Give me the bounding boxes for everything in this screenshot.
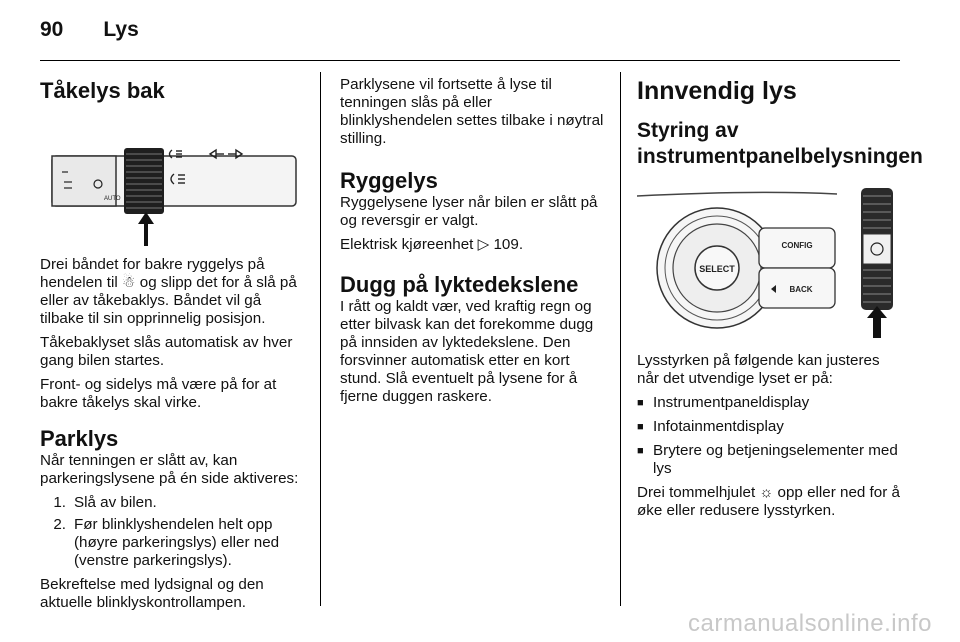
pointer-arrow — [138, 212, 154, 246]
heading-rear-fog: Tåkelys bak — [40, 78, 165, 103]
list-item — [637, 442, 901, 478]
section-title: Lys — [103, 18, 139, 41]
list-item — [40, 494, 304, 512]
bullet-list — [637, 394, 901, 478]
page-header — [40, 18, 139, 48]
list-item — [637, 418, 901, 436]
header-rule — [40, 60, 900, 61]
column-3 — [637, 72, 923, 526]
auto-label: AUTO — [104, 196, 121, 202]
back-label: BACK — [789, 285, 813, 294]
paragraph: Lysstyrken på følgende kan justeres når det utvendige lyset er på: — [637, 352, 880, 387]
page-number: 90 — [40, 18, 64, 41]
heading-reverse: Ryggelys — [340, 168, 438, 193]
list-item — [637, 394, 901, 412]
list-text: Brytere og betjeningselementer med lys — [653, 442, 898, 477]
bullet-icon: ■ — [637, 421, 644, 433]
column-divider — [620, 72, 621, 606]
paragraph: Front- og sidelys må være på for at bakre tåkelys skal virke. — [40, 376, 277, 411]
paragraph: Drei tommelhjulet ☼ opp eller ned for å øke eller redusere lysstyrken. — [637, 484, 900, 519]
numbered-list — [40, 494, 304, 570]
list-text: Infotainmentdisplay — [653, 418, 784, 435]
paragraph: Drei båndet for bakre ryggelys på hendelen til ☃ og slipp det for å slå på eller av tåkebaklys. Båndet vil gå tilbake til sin opprinnelig posisjon. — [40, 256, 297, 327]
bullet-icon: ■ — [637, 445, 644, 457]
watermark: carmanualsonline.info — [688, 610, 932, 637]
control-panel-illustration — [637, 182, 901, 340]
paragraph: Parklysene vil fortsette å lyse til tenningen slås på eller blinklyshendelen settes tilbake i nøytral stilling. — [340, 76, 604, 147]
select-label: SELECT — [699, 264, 735, 274]
bullet-icon: ■ — [637, 397, 644, 409]
heading-parking: Parklys — [40, 426, 119, 451]
paragraph: Bekreftelse med lydsignal og den aktuelle blinklyskontrollampen. — [40, 576, 264, 611]
list-text: Før blinklyshendelen helt opp (høyre parkeringslys) eller ned (venstre parkeringslys). — [74, 516, 280, 569]
list-item — [40, 516, 304, 570]
column-2 — [340, 72, 604, 412]
config-label: CONFIG — [781, 241, 813, 250]
paragraph: Elektrisk kjøreenhet ▷ 109. — [340, 236, 524, 253]
paragraph: Tåkebaklyset slås automatisk av hver gang bilen startes. — [40, 334, 293, 369]
column-divider — [320, 72, 321, 606]
list-number: 2. — [53, 516, 66, 533]
heading-condensation: Dugg på lyktedekslene — [340, 272, 579, 297]
stalk-illustration — [40, 122, 304, 250]
paragraph: Ryggelysene lyser når bilen er slått på og reversgir er valgt. — [340, 194, 598, 229]
paragraph: I rått og kaldt vær, ved kraftig regn og etter bilvask kan det forekomme dugg på innsiden av lyktedekslene. Den forsvinner automatisk etter en kort stund. Slå eventuelt på lysene for å fjerne duggen raskere. — [340, 298, 594, 405]
column-1 — [40, 72, 304, 618]
heading-instrument-panel: Styring av instrumentpanelbelysningen — [637, 119, 923, 168]
list-text: Instrumentpaneldisplay — [653, 394, 810, 411]
paragraph: Når tenningen er slått av, kan parkeringslysene på én side aktiveres: — [40, 452, 299, 487]
heading-interior-light: Innvendig lys — [637, 77, 797, 105]
list-number: 1. — [53, 494, 66, 511]
list-text: Slå av bilen. — [74, 494, 157, 511]
pointer-arrow — [867, 306, 887, 338]
